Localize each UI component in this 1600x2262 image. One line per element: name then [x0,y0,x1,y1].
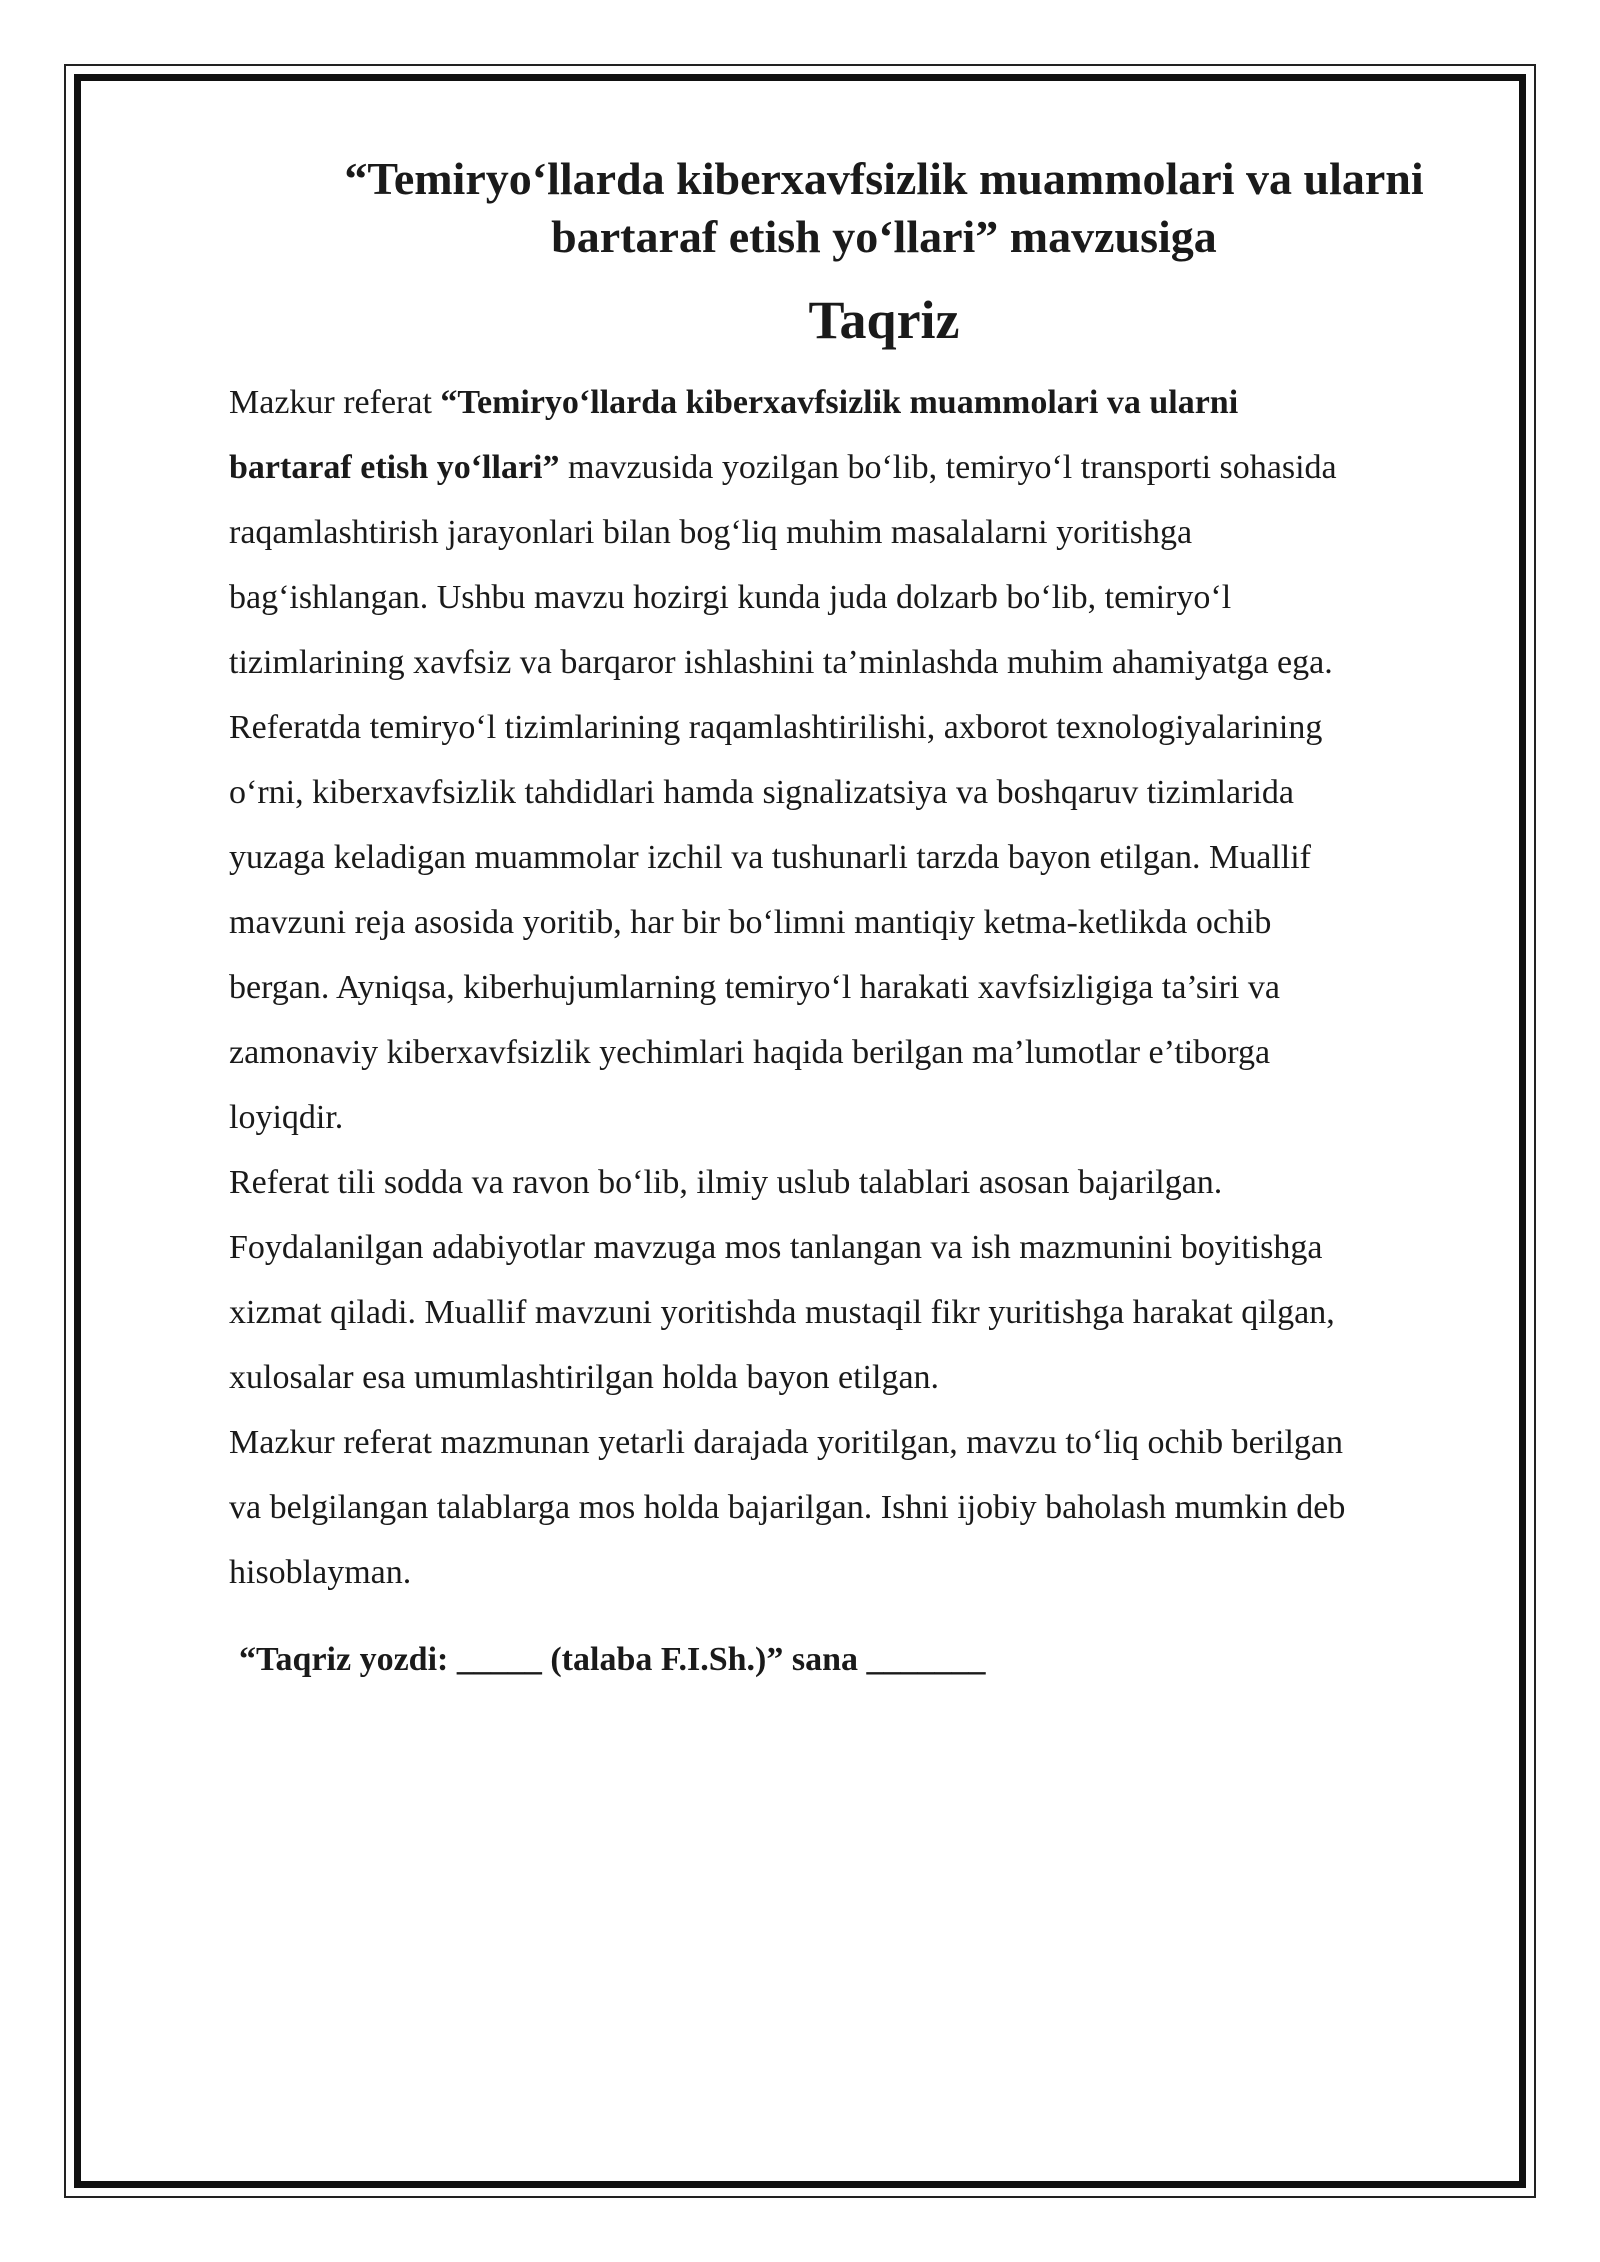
paragraph-1-bold-topic: “Temiryo‘llarda kiberxavfsizlik muammolari va ularni bartaraf etish yo‘llari” [229,384,1239,486]
paragraph-1-lead: Mazkur referat [229,384,441,421]
document-body [229,150,1479,1692]
paragraph-1-rest: mavzusida yozilgan bo‘lib, temiryo‘l transporti sohasida raqamlashtirish jarayonlari bilan bog‘liq muhim masalalarni yoritishga bag‘ishlangan. Ushbu mavzu hozirgi kunda juda dolzarb bo‘lib, temiryo‘l tizimlarining xavfsiz va barqaror ishlashini ta’minlashda muhim ahamiyatga ega. Referatda temiryo‘l tizimlarining raqamlashtirilishi, axborot texnologiyalarining o‘rni, kiberxavfsizlik tahdidlari hamda signalizatsiya va boshqaruv tizimlarida yuzaga keladigan muammolar izchil va tushunarli tarzda bayon etilgan. Muallif mavzuni reja asosida yoritib, har bir bo‘limni mantiqiy ketma-ketlikda ochib bergan. Ayniqsa, kiberhujumlarning temiryo‘l harakati xavfsizligiga ta’siri va zamonaviy kiberxavfsizlik yechimlari haqida berilgan ma’lumotlar e’tiborga loyiqdir. [229,449,1337,1136]
document-title: “Temiryo‘llarda kiberxavfsizlik muammolari va ularni bartaraf etish yo‘llari” mavzusiga [344,153,1424,262]
document-heading: Taqriz [808,290,960,350]
signature-line: “Taqriz yozdi: _____ (talaba F.I.Sh.)” sana _______ [239,1641,986,1678]
paragraph-2: Referat tili sodda va ravon bo‘lib, ilmiy uslub talablari asosan bajarilgan. Foydalanilgan adabiyotlar mavzuga mos tanlangan va ish mazmunini boyitishga xizmat qiladi. Muallif mavzuni yoritishda mustaqil fikr yuritishga harakat qilgan, xulosalar esa umumlashtirilgan holda bayon etilgan. [229,1164,1335,1396]
paragraph-1 [229,370,1479,1150]
paragraph-3: Mazkur referat mazmunan yetarli darajada yoritilgan, mavzu to‘liq ochib berilgan va belgilangan talablarga mos holda bajarilgan. Ishni ijobiy baholash mumkin deb hisoblayman. [229,1424,1346,1591]
